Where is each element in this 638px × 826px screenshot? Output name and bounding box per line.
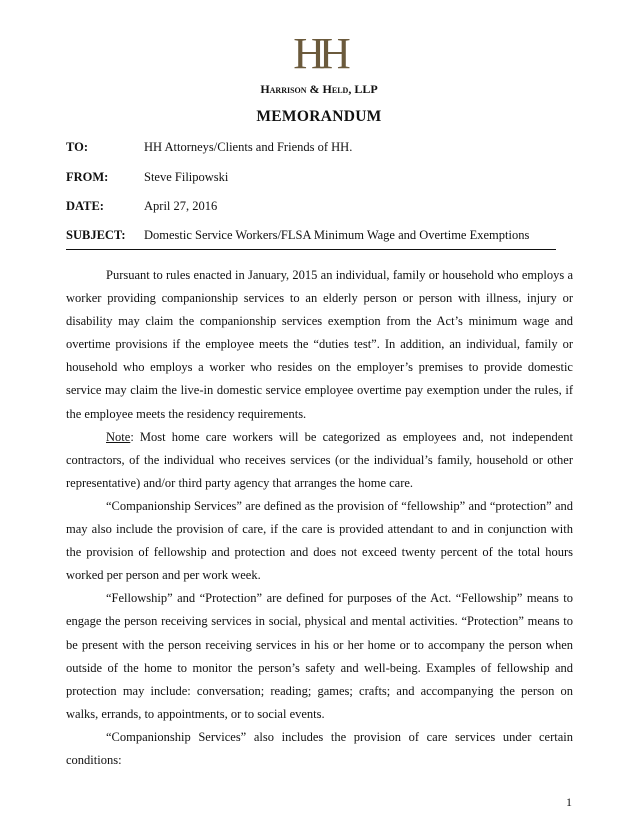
memo-field-value: Domestic Service Workers/FLSA Minimum Wage and Overtime Exemptions: [144, 228, 530, 242]
note-label: Note: [106, 429, 131, 444]
memo-body: [66, 264, 573, 772]
paragraph-companionship-definition: “Companionship Services” are defined as the provision of “fellowship” and “protection” and may also include the provision of care, if the care is provided attendant to and in conjunction with the provision of fellowship and protection and does not exceed twenty percent of the total hours worked per person and per work week.: [66, 498, 573, 583]
firm-name-first: Harrison: [260, 82, 307, 96]
note-text: : Most home care workers will be categorized as employees and, not independent contractors, of the individual who receives services (or the individual’s family, household or other representative) and/or third party agency that arranges the home care.: [66, 429, 573, 490]
paragraph-note: [66, 426, 573, 495]
memo-title: MEMORANDUM: [256, 108, 382, 125]
page-number: 1: [566, 795, 572, 809]
memo-field-label: SUBJECT:: [66, 228, 126, 242]
paragraph-fellowship-protection: “Fellowship” and “Protection” are defined for purposes of the Act. “Fellowship” means to engage the person receiving services in social, physical and mental activities. “Protection” means to be present with the person receiving services in his or her home or to accompany the person when outside of the home to monitor the person’s safety and well-being. Examples of fellowship and protection may include: conversation; reading; games; crafts; and accompanying the person on walks, errands, to appointments, or to social events.: [66, 591, 573, 721]
firm-monogram-logo: HH: [293, 29, 345, 78]
memo-field-label: TO:: [66, 140, 88, 154]
memo-field-value: HH Attorneys/Clients and Friends of HH.: [144, 140, 353, 154]
firm-name-second: Held: [322, 82, 349, 96]
firm-name-suffix: , LLP: [348, 82, 378, 96]
memo-field-value: April 27, 2016: [144, 199, 218, 213]
header-divider: [66, 249, 556, 250]
memo-field-label: FROM:: [66, 170, 109, 184]
memo-field-value: Steve Filipowski: [144, 170, 229, 184]
firm-name-amp: &: [306, 82, 323, 96]
memo-field-label: DATE:: [66, 199, 104, 213]
paragraph-care-services: “Companionship Services” also includes the provision of care services under certain conditions:: [66, 729, 573, 767]
firm-name: [0, 82, 638, 97]
paragraph-exemptions: Pursuant to rules enacted in January, 2015 an individual, family or household who employs a worker providing companionship services to an elderly person or person with illness, injury or disability may claim the companionship services exemption from the Act’s minimum wage and overtime provisions if the employee meets the “duties test”. In addition, an individual, family or household who employs a worker who resides on the employer’s premises to provide domestic service may claim the live-in domestic service employee overtime pay exemption under the rules, if the employee meets the residency requirements.: [66, 268, 573, 421]
